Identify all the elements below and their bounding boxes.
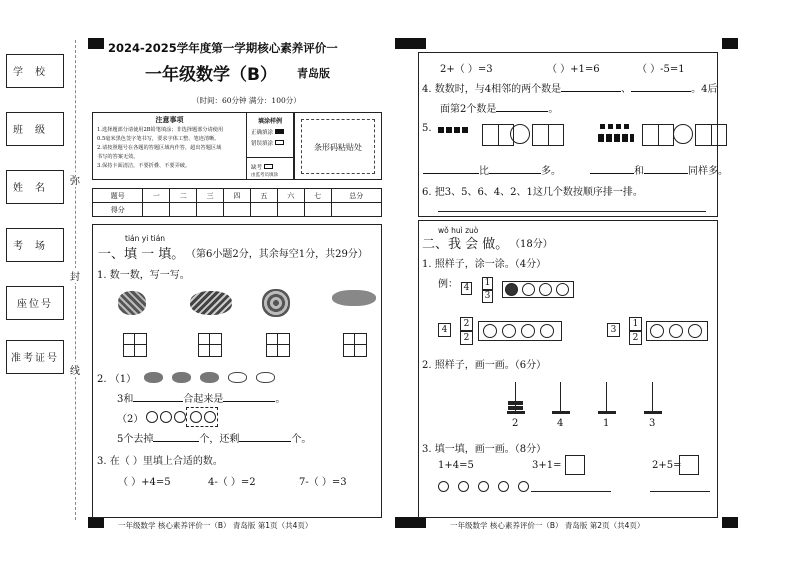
barcode-area: 条形码粘贴处	[294, 112, 382, 180]
ball-picture	[262, 289, 290, 317]
section-1-title: 一、填 一 填。	[98, 247, 185, 262]
answer-box[interactable]	[266, 333, 290, 357]
answer-box[interactable]	[123, 333, 147, 357]
school-field[interactable]: 学校	[6, 54, 64, 88]
color-circle[interactable]	[540, 324, 554, 338]
answer-box[interactable]	[565, 455, 585, 475]
question-1: 1. 数一数，写一写。	[97, 270, 190, 281]
circle	[146, 411, 158, 423]
circle	[478, 481, 489, 492]
score-cell[interactable]	[224, 203, 251, 217]
circle	[556, 283, 569, 296]
abacus-rod[interactable]	[560, 382, 561, 412]
admission-number-field[interactable]: 准考证号	[6, 340, 64, 374]
equation-blank[interactable]: （ ）-5=1	[637, 64, 685, 75]
registration-mark	[88, 517, 104, 528]
registration-mark	[395, 517, 411, 528]
section-2-title: 二、我 会 做。	[422, 237, 509, 252]
seal-char: 封	[70, 268, 80, 283]
compare-circle[interactable]	[673, 124, 693, 144]
equation-blank[interactable]: 7-（ ）=3	[299, 477, 347, 488]
answer-box[interactable]	[532, 124, 564, 146]
seal-char: 弥	[70, 172, 80, 187]
score-cell[interactable]	[304, 203, 331, 217]
circle	[190, 411, 202, 423]
question-2-1: 1. 照样子，涂一涂。（4分）	[422, 259, 547, 270]
circle	[505, 283, 518, 296]
fish-picture	[118, 291, 146, 315]
butterfly-picture	[190, 291, 232, 315]
equation-blank[interactable]: 2+（ ）=3	[440, 64, 493, 75]
question-4: 4. 数数时，与4相邻的两个数是 、 。4后	[422, 84, 718, 95]
registration-mark	[722, 517, 738, 528]
abacus-bead	[508, 401, 523, 405]
question-5: 5.	[422, 123, 432, 134]
equation-blank[interactable]: （ ）+4=5	[118, 477, 171, 488]
color-circle[interactable]	[669, 324, 683, 338]
circle	[522, 283, 535, 296]
stone-picture	[332, 290, 376, 306]
class-field[interactable]: 班级	[6, 112, 64, 146]
squares-picture	[600, 124, 630, 129]
score-cell[interactable]	[143, 203, 170, 217]
score-cell[interactable]	[170, 203, 197, 217]
abacus-base	[552, 411, 570, 414]
drawing-line[interactable]	[650, 491, 710, 492]
compare-circle[interactable]	[510, 124, 530, 144]
exam-title: 2024-2025学年度第一学期核心素养评价一	[108, 41, 338, 55]
circle	[518, 481, 529, 492]
absent-mark[interactable]: 缺考	[251, 163, 273, 171]
hat-picture	[256, 372, 275, 383]
score-cell[interactable]	[250, 203, 277, 217]
registration-mark	[722, 38, 738, 49]
circle	[174, 411, 186, 423]
question-2-3: 3. 填一填，画一画。（8分）	[422, 444, 547, 455]
color-circle[interactable]	[688, 324, 702, 338]
registration-mark	[395, 38, 411, 49]
answer-box[interactable]	[198, 333, 222, 357]
page-footer: 一年级数学 核心素养评价一（B） 青岛版 第2页（共4页）	[450, 521, 645, 530]
answer-box[interactable]	[642, 124, 674, 146]
hat-picture	[228, 372, 247, 383]
abacus-bead	[508, 406, 523, 410]
seal-char: 线	[70, 362, 80, 377]
score-cell[interactable]	[197, 203, 224, 217]
color-circle[interactable]	[483, 324, 497, 338]
score-cell[interactable]	[331, 203, 381, 217]
hat-picture	[200, 372, 219, 383]
equation-blank[interactable]: 4-（ ）=2	[208, 477, 256, 488]
color-circle[interactable]	[502, 324, 516, 338]
answer-line[interactable]	[438, 211, 706, 212]
abacus-rod[interactable]	[652, 382, 653, 412]
question-6: 6. 把3、5、6、4、2、1这几个数按顺序排一排。	[422, 187, 643, 198]
time-info: （时间：60分钟 满分：100分）	[192, 96, 301, 105]
abacus-base	[507, 411, 525, 414]
dots-picture	[438, 127, 470, 133]
subject-title: 一年级数学（B）	[145, 65, 277, 85]
answer-box[interactable]	[679, 455, 699, 475]
abacus-rod[interactable]	[606, 382, 607, 412]
circle	[160, 411, 172, 423]
hat-picture	[144, 372, 163, 383]
answer-box[interactable]	[695, 124, 727, 146]
page-footer: 一年级数学 核心素养评价一（B） 青岛版 第1页（共4页）	[118, 521, 313, 530]
name-field[interactable]: 姓名	[6, 170, 64, 204]
circle	[204, 411, 216, 423]
exam-room-field[interactable]: 考场	[6, 228, 64, 262]
registration-mark	[410, 38, 426, 49]
color-circle[interactable]	[650, 324, 664, 338]
score-table: 题号 一 二 三 四 五 六 七 总分 得分	[92, 188, 382, 217]
registration-mark	[88, 38, 104, 49]
abacus-base	[644, 411, 662, 414]
circle	[539, 283, 552, 296]
answer-box[interactable]	[343, 333, 367, 357]
notice-box: 注意事项 1.选择题部分请使用2B铅笔填涂；非选择题部分请使用 0.5毫米黑色签字笔书写，要求字体工整、笔迹清晰。 2.请按照题号在各题的答题区域内作答，超出答题区域 书写的答案无效。 3.保持卡面清洁，不要折叠、不要弄破。	[92, 112, 247, 180]
equation-blank[interactable]: （ ）+1=6	[547, 64, 600, 75]
circle	[438, 481, 449, 492]
abacus-base	[598, 411, 616, 414]
edition-label: 青岛版	[297, 67, 330, 80]
circle	[458, 481, 469, 492]
hat-picture	[172, 372, 191, 383]
question-2-2: 2. 照样子，画一画。（6分）	[422, 360, 547, 371]
seat-number-field[interactable]: 座位号	[6, 286, 64, 320]
drawing-line[interactable]	[531, 491, 611, 492]
question-3: 3. 在（ ）里填上合适的数。	[97, 456, 223, 467]
score-cell[interactable]	[277, 203, 304, 217]
binding-info-column	[6, 40, 64, 520]
circle	[498, 481, 509, 492]
fill-example-box: 填涂样例 正确填涂 错误填涂 缺考 由监考员填涂	[246, 112, 294, 180]
question-2: 2. （1）	[97, 374, 137, 385]
registration-mark	[410, 517, 426, 528]
triangles-picture	[598, 134, 634, 142]
color-circle[interactable]	[521, 324, 535, 338]
